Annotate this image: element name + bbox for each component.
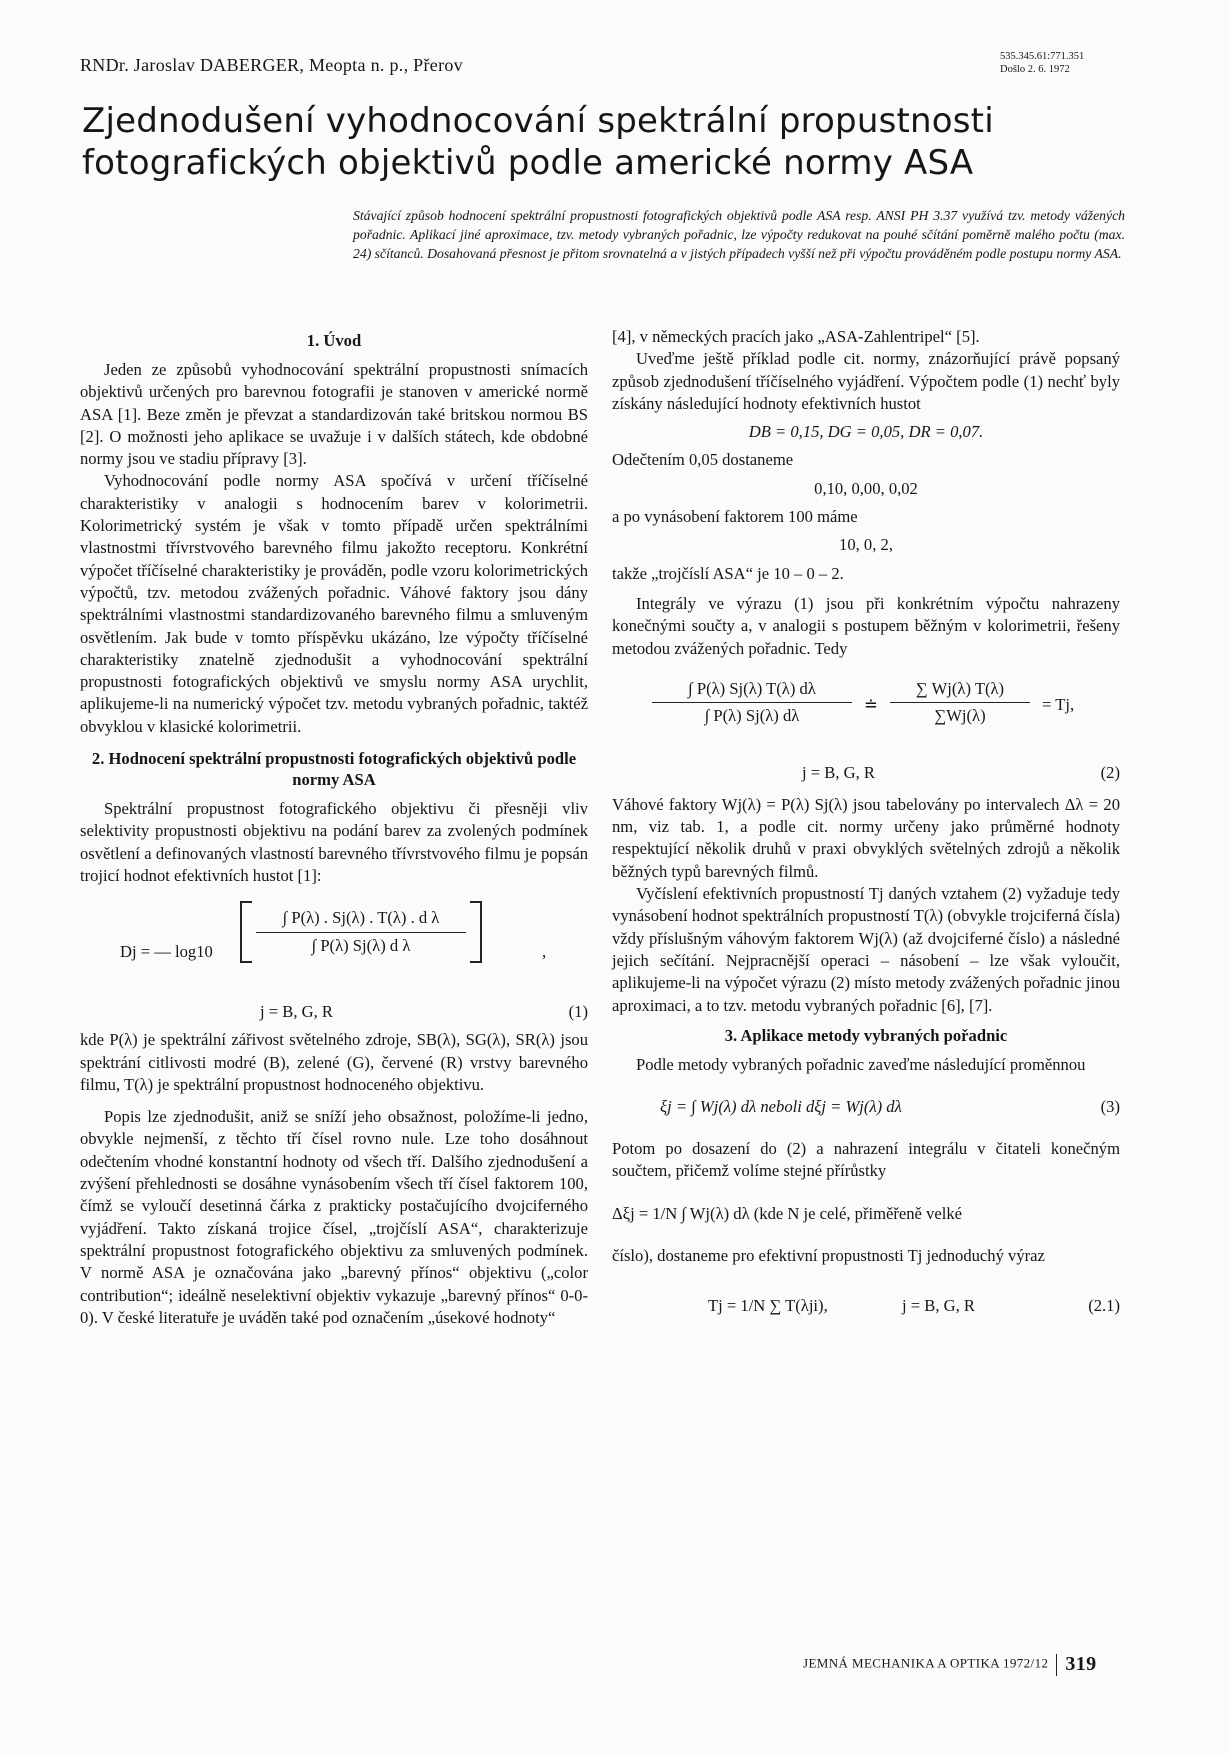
scaled-values: 10, 0, 2, xyxy=(839,535,893,555)
paragraph: číslo), dostaneme pro efektivní propustnosti Tj jednoduchý výraz xyxy=(612,1245,1045,1265)
paragraph: Váhové faktory Wj(λ) = P(λ) Sj(λ) jsou tabelovány po intervalech Δλ = 20 nm, viz tab. 1, a podle cit. normy určeny jako průměrné hodnoty respektující několik druhů v praxi obvyklých světelných zdrojů a několik běžných typů barevných filmů. xyxy=(612,794,1120,881)
paragraph: takže „trojčíslí ASA“ je 10 – 0 – 2. xyxy=(612,563,844,583)
paragraph: kde P(λ) je spektrální zářivost světelného zdroje, SB(λ), SG(λ), SR(λ) jsou spektrání citlivosti modré (B), zelené (G), červené (R) vrstvy barevného filmu, T(λ) je spektrální propustnost hodnoceného objektivu. xyxy=(80,1030,588,1094)
journal-name: JEMNÁ MECHANIKA A OPTIKA 1972/12 xyxy=(803,1655,1049,1671)
paragraph: Uveďme ještě příklad podle cit. normy, znázorňující právě popsaný způsob zjednodušení tříčíselného vyjádření. Výpočtem podle (1) nechť byly získány následující hodnoty efektivních hustot xyxy=(612,349,1120,413)
paragraph: Potom po dosazení do (2) a nahrazení integrálu v čitateli konečným součtem, přičemž volíme stejné přírůstky xyxy=(612,1139,1120,1181)
eq2-number: (2) xyxy=(1100,762,1120,782)
equation-2: $\frac{\int P(\lambda) Sj(\lambda) T(\lambda) d\lambda}{\int P(\lambda) Sj(\lambda) d\lambda}$ ≐ $\frac{\sum Wj(\lambda) T(\lambda)}{\sum Wj(\lambda)}$ = Tj, j = B, G, R (2) xyxy=(612,668,1120,786)
paragraph: Jeden ze způsobů vyhodnocování spektrální propustnosti snímacích objektivů určených pro barevnou fotografii je stanoven v americké normě ASA [1]. Beze změn je převzat a standardizován také britskou normou BS [2]. O možnosti jeho aplikace se uvažuje i v dalších státech, kde obdobné normy jsou ve stadiu přípravy [3]. xyxy=(80,360,588,469)
eq5-condition: j = B, G, R xyxy=(902,1296,975,1316)
equation-1: Dj = — log10 $\frac{\text{∫ P(λ) . Sj(λ) . T(λ) . d λ}}{\text{∫ P(λ) Sj(λ) d λ}}$ , j = B, G, R (1) xyxy=(80,897,588,1025)
eq1-lhs: Dj = — log10 xyxy=(120,942,213,962)
paragraph: a po vynásobení faktorem 100 máme xyxy=(612,507,858,527)
received-date: Došlo 2. 6. 1972 xyxy=(1000,64,1070,75)
eq2-sum-numerator: ∑ Wj(λ) T(λ) xyxy=(890,678,1030,703)
paragraph: [4], v německých pracích jako „ASA-Zahlentripel“ [5]. xyxy=(612,327,980,346)
eq1-bracket xyxy=(240,901,482,963)
section-heading-2: 2. Hodnocení spektrální propustnosti fotografických objektivů podle normy ASA xyxy=(91,749,577,790)
udc-block xyxy=(1000,50,1084,76)
article-title: Zjednodušení vyhodnocování spektrální propustnosti fotografických objektivů podle americké normy ASA xyxy=(82,101,994,183)
eq2-sum-denominator: ∑Wj(λ) xyxy=(934,706,986,726)
eq1-numerator: ∫ P(λ) . Sj(λ) . T(λ) . d λ xyxy=(256,907,466,932)
udc-code: 535.345.61:771.351 xyxy=(1000,51,1085,62)
eq4-body: Δξj = 1/N ∫ Wj(λ) dλ (kde N je celé, přiměřeně velké xyxy=(612,1203,963,1223)
paragraph: Integrály ve výrazu (1) jsou při konkrétním výpočtu nahrazeny konečnými součty a, v analogii s postupem běžným v kolorimetrii, řešeny metodou zvážených pořadnic. Tedy xyxy=(612,593,1120,658)
eq3-number: (3) xyxy=(1100,1097,1120,1117)
eq2-condition: j = B, G, R xyxy=(802,762,875,782)
left-column xyxy=(80,326,588,1329)
equation-5 xyxy=(612,1275,1120,1335)
right-column xyxy=(612,326,1120,1343)
eq3-body: ξj = ∫ Wj(λ) dλ neboli dξj = Wj(λ) dλ xyxy=(660,1097,902,1117)
eq1-denominator: ∫ P(λ) Sj(λ) d λ xyxy=(311,935,411,955)
paragraph: Vyhodnocování podle normy ASA spočívá v určení tříčíselné charakteristiky v analogii s hodnocením barev v kolorimetrii. Kolorimetrický systém je však v tomto případě určen spektrálními vlastnostmi třívrstvového barevného filmu jakožto receptoru. Konkrétní výpočet tříčíselné charakteristiky je prováděn, podle vzoru kolorimetrických výpočtů, tzv. metodou zvážených pořadnic. Váhové faktory jsou dány spektrálními vlastnostmi standardizovaného barevného filmu a smluveným osvětlením. Jak bude v tomto příspěvku ukázáno, lze výpočty tříčíselné charakteristiky znatelně zjednodušit a vyhodnocování spektrální propustnosti fotografických objektivů ve smyslu normy ASA urychlit, aplikujeme-li na numerický výpočet tzv. metodu vybraných pořadnic, taktéž obvyklou v klasické kolorimetrii. xyxy=(80,471,588,736)
eq2-denominator: ∫ P(λ) Sj(λ) dλ xyxy=(704,706,800,726)
section-heading-3: 3. Aplikace metody vybraných pořadnic xyxy=(724,1025,1008,1045)
eq2-rhs: = Tj, xyxy=(1042,694,1075,714)
page-footer xyxy=(803,1653,1097,1676)
author-line: RNDr. Jaroslav DABERGER, Meopta n. p., Přerov xyxy=(80,55,463,75)
section-heading-intro: 1. Úvod xyxy=(306,331,362,350)
equation-4 xyxy=(612,1191,1120,1237)
equation-3 xyxy=(612,1084,1120,1130)
paragraph: Odečtením 0,05 dostaneme xyxy=(612,450,794,470)
eq1-number: (1) xyxy=(568,1002,588,1022)
paragraph: Vyčíslení efektivních propustností Tj daných vztahem (2) vyžaduje tedy vynásobení hodnot spektrálních propustností T(λ) (obvykle trojciferná čísla) vždy příslušným váhovým faktorem Wj(λ) (až dvojciferné číslo) a následné jejich sečítání. Nejpracnější operaci – násobení – lze však vyloučit, aplikujeme-li na výpočet výrazu (2) místo metody zvážených pořadnic jinou aproximaci, a to tzv. metodu vybraných pořadnic [6], [7]. xyxy=(612,884,1120,1015)
paragraph: Popis lze zjednodušit, aniž se sníží jeho obsažnost, položíme-li jedno, obvykle nejmenší, z těchto tří čísel rovno nule. Lze toho dosáhnout odečtením vhodné konstantní hodnoty od všech tří. Dalšího zjednodušení a zvýšení přehlednosti se dosáhne vynásobením všech tří čísel faktorem 100, čímž se vyloučí desetinná čárka z prakticky postačujícího dvojciferného vyjádření. Takto získaná trojice čísel, „trojčíslí ASA“, charakterizuje spektrální propustnost fotografického objektivu za smluvených podmínek. V normě ASA je označována jako „barevný přínos“ objektivu („color contribution“; ideálně neselektivní objektiv vykazuje „barevný přínos“ 0-0-0). V české literatuře je uváděn také pod označením „úsekové hodnoty“ xyxy=(80,1107,588,1327)
eq5-number: (2.1) xyxy=(1088,1296,1120,1316)
paragraph: Spektrální propustnost fotografického objektivu či přesněji vliv selektivity propustnosti objektivu na podání barev za zvolených podmínek osvětlení a definovaných vlastností barevného třívrstvového filmu je popsán trojicí hodnot efektivních hustot [1]: xyxy=(80,799,588,885)
eq5-body: Tj = 1/N ∑ T(λji), xyxy=(708,1296,828,1316)
eq1-condition: j = B, G, R xyxy=(260,1002,333,1022)
eq2-numerator: ∫ P(λ) Sj(λ) T(λ) dλ xyxy=(652,678,852,703)
abstract: Stávající způsob hodnocení spektrální propustnosti fotografických objektivů podle ASA resp. ANSI PH 3.37 využívá tzv. metody vážených pořadnic. Aplikací jiné aproximace, tzv. metody vybraných pořadnic, lze výpočty redukovat na pouhé sčítání poměrně malého počtu (max. 24) sčítanců. Dosahovaná přesnost je přitom srovnatelná a v jistých případech vyšší než při výpočtu prováděném podle postupu normy ASA. xyxy=(353,208,1125,261)
page-number: 319 xyxy=(1065,1653,1097,1675)
subtracted-values: 0,10, 0,00, 0,02 xyxy=(814,478,918,498)
density-values: DB = 0,15, DG = 0,05, DR = 0,07. xyxy=(748,422,984,442)
footer-divider xyxy=(1056,1654,1057,1676)
paragraph: Podle metody vybraných pořadnic zaveďme následující proměnnou xyxy=(636,1054,1086,1074)
